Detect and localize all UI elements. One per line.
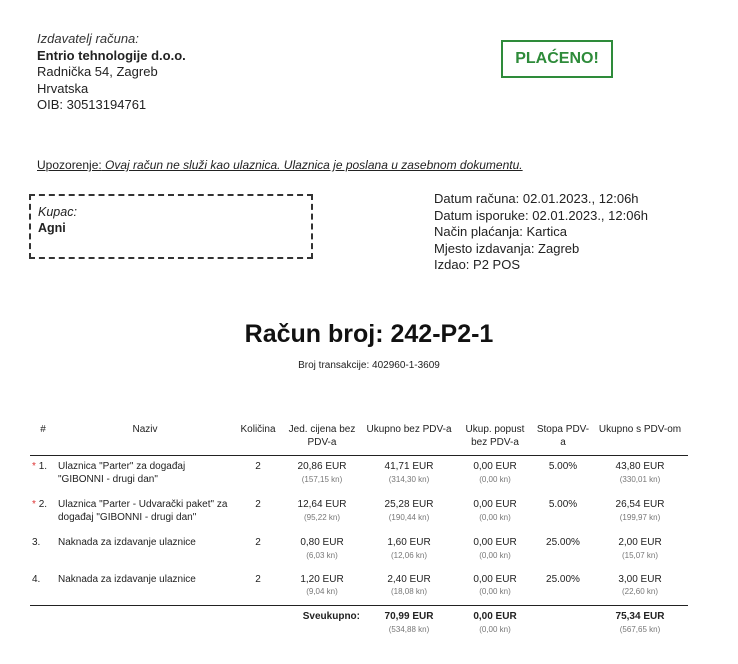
row-unit-price: 0,80 EUR (6,03 kn) [300, 537, 344, 560]
row-discount: 0,00 EUR (0,00 kn) [473, 573, 517, 596]
delivery-date: Datum isporuke: 02.01.2023., 12:06h [434, 207, 648, 223]
buyer-label: Kupac: [38, 205, 77, 219]
header-qty: Količina [240, 424, 276, 435]
header-total-vat: Ukupno s PDV-om [598, 424, 682, 435]
row-total-vat: 2,00 EUR (15,07 kn) [618, 537, 662, 560]
row-num: 3. [32, 537, 41, 548]
issued-by: Izdao: P2 POS [434, 257, 520, 272]
paid-status-badge: PLAĆENO! [501, 40, 613, 78]
row-total-no-vat: 1,60 EUR (12,06 kn) [387, 537, 431, 560]
warning-notice [37, 158, 523, 172]
issuer-label: Izdavatelj računa: [37, 31, 139, 46]
issuer-street: Radnička 54, Zagreb [37, 64, 158, 79]
invoice-meta [434, 191, 648, 274]
totals-label: Sveukupno: [302, 611, 360, 622]
row-discount: 0,00 EUR (0,00 kn) [473, 537, 517, 560]
required-marker: * [32, 461, 36, 472]
row-vat-rate: 25.00% [546, 537, 580, 548]
row-name: Ulaznica "Parter" za događaj "GIBONNI - drugi dan" [58, 461, 186, 485]
row-total-no-vat: 2,40 EUR (18,08 kn) [387, 573, 431, 596]
header-vat-rate: Stopa PDV-a [536, 424, 590, 448]
row-unit-price: 12,64 EUR (95,22 kn) [297, 499, 347, 522]
row-qty: 2 [255, 573, 261, 585]
totals-row [30, 606, 688, 643]
row-discount: 0,00 EUR (0,00 kn) [473, 461, 517, 484]
table-row [30, 494, 688, 532]
table-row [30, 456, 688, 495]
row-vat-rate: 25.00% [546, 573, 580, 585]
issue-place: Mjesto izdavanja: Zagreb [434, 240, 580, 256]
warning-message: Ovaj račun ne služi kao ulaznica. Ulaznica je poslana u zasebnom dokumentu. [101, 158, 523, 172]
header-unit-price: Jed. cijena bez PDV-a [288, 424, 356, 448]
row-total-vat: 43,80 EUR (330,01 kn) [615, 461, 665, 484]
row-total-no-vat: 41,71 EUR (314,30 kn) [384, 461, 434, 484]
issuer-country: Hrvatska [37, 80, 89, 96]
row-qty: 2 [255, 461, 261, 472]
row-unit-price: 1,20 EUR (9,04 kn) [300, 573, 344, 596]
buyer-name: Agni [38, 221, 66, 235]
row-unit-price: 20,86 EUR (157,15 kn) [297, 461, 347, 484]
row-num: * 1. [32, 461, 48, 472]
items-table [30, 420, 688, 643]
row-vat-rate: 5.00% [548, 499, 578, 510]
invoice-date: Datum računa: 02.01.2023., 12:06h [434, 191, 639, 206]
totals-total: 70,99 EUR (534,88 kn) [384, 611, 434, 634]
invoice-title: Račun broj: 242-P2-1 [244, 320, 494, 348]
header-total-no-vat: Ukupno bez PDV-a [366, 424, 452, 435]
row-num: * 2. [32, 499, 48, 510]
row-discount: 0,00 EUR (0,00 kn) [473, 499, 517, 522]
row-qty: 2 [255, 537, 261, 548]
required-marker: * [32, 499, 36, 510]
table-row [30, 569, 688, 606]
issuer-oib: OIB: 30513194761 [37, 97, 147, 112]
row-qty: 2 [255, 499, 261, 510]
table-row [30, 532, 688, 569]
row-vat-rate: 5.00% [548, 461, 578, 472]
row-total-vat: 26,54 EUR (199,97 kn) [615, 499, 665, 522]
warning-prefix: Upozorenje: [37, 158, 102, 172]
row-num: 4. [32, 573, 41, 585]
payment-method: Način plaćanja: Kartica [434, 224, 567, 239]
issuer-block [37, 31, 186, 114]
row-name: Ulaznica "Parter - Udvarački paket" za događaj "GIBONNI - drugi dan" [58, 499, 228, 523]
table-header-row [30, 420, 688, 456]
transaction-number: Broj transakcije: 402960-1-3609 [298, 360, 440, 371]
buyer-box [29, 194, 313, 259]
row-name: Naknada za izdavanje ulaznice [58, 537, 196, 548]
row-total-vat: 3,00 EUR (22,60 kn) [618, 573, 662, 596]
totals-discount: 0,00 EUR (0,00 kn) [473, 611, 517, 634]
row-total-no-vat: 25,28 EUR (190,44 kn) [384, 499, 434, 522]
issuer-name: Entrio tehnologije d.o.o. [37, 47, 186, 63]
header-num: # [40, 424, 46, 435]
header-discount: Ukup. popust bez PDV-a [465, 424, 525, 448]
row-name: Naknada za izdavanje ulaznice [58, 573, 196, 585]
header-name: Naziv [132, 424, 158, 435]
totals-gross: 75,34 EUR (567,65 kn) [615, 611, 665, 634]
